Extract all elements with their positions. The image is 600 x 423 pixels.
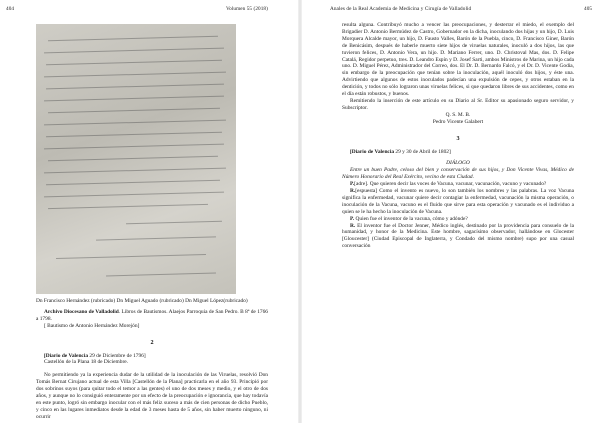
right-page [310, 0, 600, 423]
doc-title-2-rest: 29 de Diciembre de 1796] [88, 352, 146, 359]
answer-1-text: [espuesta] Como el invento es nuevo, lo son también los nombres y las palabras. La voz Vacuna significa la enfermedad, vacunar quiere decir contagiar la enfermedad, vacunación la misma operación, o inoculación de la Vacuna, vacuno es el fluido que sirve para esta operación y vacunado es el individuo a quien se le ha hecho la inoculación de Vacuna. [342, 188, 574, 215]
question-2 [342, 216, 574, 223]
doc-title-2-bold: [Diario de Valencia [44, 352, 89, 359]
answer-2-mark: R. [350, 222, 356, 229]
left-text-block [36, 298, 268, 421]
page-gutter [298, 0, 302, 423]
archive-note: [ Bautismo de Antonio Hernández Morejón] [44, 322, 140, 329]
answer-1 [342, 188, 574, 216]
manuscript-photo [36, 24, 236, 294]
archive-source-label: Archivo Diocesano de Valladolid [44, 308, 119, 315]
left-page [0, 0, 290, 423]
left-body-text: No permitiendo ya la experiencia dudar de la utilidad de la inoculación de las Viruelas, resolvió Don Tomás Bernat Cirujano actual de esta Villa [Castellón de la Plana] practicarla en el año 93. Principió por dos sobrinos suyos (para quitar todo el temor a las gentes) el uno de dos meses y medio, y el otro de dos años, y aunque no lo consiguió enteramente por un efecto de la preocupación e ignorancia, que hay todavía en este punto, logró sin embargo inocular con el más feliz suceso a más de cien personas de dicho Pueblo, y cinco en las lugares inmediatos desde la edad de 3 meses hasta de 5 años, sin haber muerto ninguno, ni ocurrir [36, 372, 268, 420]
doc-title-3-bold: [Diario de Valencia [350, 148, 395, 155]
doc-place: Castellón de la Plana 18 de Diciembre. [44, 359, 128, 366]
right-body-text-1: resulta alguna. Contribuyó mucho a vencer las preocupaciones, y desterrar el miedo, el exemplo del Brigadier D. Antonio Bermúdez de Castro, Gobernador en la dicha, inoculando dos hijas y un hijo, D. Luis Morquera Alcalde mayor, un hijo, D. Fausto Valles, Barón de la Puebla, cinco, D. Francisco Giner, Barón de Benicásim, después de haberle muerto siete hijos de viruelas naturales, inoculó a dos hijos, las que tuvieron felices, D. Antonio Vera, un hijo. D. Mariano Ferrer, uno. D. Christoval Mas, dos. D. Felipe Catalá, Regidor perpetuo, tres. D. Leandro Espín y D. Josef Sarti, ambos Ministros de Marina, un hijo cada uno. D. Miguel Pérez, Administrador del Correo, dos. El Dr. D. Bernardo Falcó, y el Dr. D. Vicente Godia, sin embargo de la preocupación que tenían sobre la inoculación, aquél inoculó dos hijos, y éste una. Advirtiendo que algunos de estos inoculados padecían una expulsión de cepes, y otros estaban en la dentición, y todos no sólo lograron unas viruelas felices, si que quedaron libres de sus accidentes, como en el día están robustos, y buenos. [342, 22, 574, 98]
section-number-2: 2 [150, 338, 154, 346]
doc-title-2 [36, 353, 268, 360]
archive-source-text: . Libros de Bautismos. Alaejos Parroquia de San Pedro. B 8ª de 1766 a 1798. [36, 308, 268, 322]
running-head-left: Volumen 55 (2018) [226, 6, 268, 12]
answer-1-mark: R. [350, 188, 356, 195]
doc-title-3-rest: 29 y 30 de Abril de 1802] [394, 148, 451, 155]
page-number-left: 404 [6, 6, 15, 12]
running-head-right: Anales de la Real Academia de Medicina y Cirugía de Valladolid [330, 6, 472, 12]
right-text-block [342, 22, 574, 250]
dialogue-heading: DIÁLOGO [446, 160, 470, 167]
closing-formula: Q. S. M. B. [445, 111, 471, 118]
dialogue-intro: Entre un buen Padre, celoso del bien y conservación de sus hijos, y Don Vicente Vivas, Médico de Número Honorario del Real Exército, vecino de esta Ciudad. [342, 167, 574, 181]
photo-caption: Dn Francisco Hernández (rubricado) Dn Miguel Aguado (rubricado) Dn Miguel López(rubricado) [36, 298, 248, 304]
question-1 [342, 181, 574, 188]
question-2-mark: P. [350, 215, 355, 222]
page-number-right: 405 [584, 6, 593, 12]
signer-name: Pedro Vicente Galabert [432, 118, 484, 125]
answer-2 [342, 223, 574, 251]
question-1-text: [adre]. Que quieren decir las voces de Vacuna, vacunar, vacunación, vacuno y vacunado? [354, 181, 547, 188]
right-body-text-2: Remitiendo la inserción de este artículo en su Diario al Sr. Editor su apasionado seguro servidor, y Subscriptor. [342, 97, 574, 111]
question-2-text: Quien fue el inventor de la vacuna, cómo y adónde? [355, 215, 468, 222]
section-number-3: 3 [456, 134, 460, 142]
archive-source [36, 309, 268, 323]
answer-2-text: El inventor fue el Doctor Jenner, Médico inglés, destinado por la providencia para consuelo de la humanidad, y honor de la Medicina. Este hombre, sagacísimo observador, hallándose en Glocester [Gloucester] (Ciudad Episcopal de Inglaterra, y Condado del mismo nombre) supo por una casual conversación [342, 222, 574, 250]
question-1-mark: P. [350, 181, 355, 188]
doc-title-3 [342, 149, 574, 156]
